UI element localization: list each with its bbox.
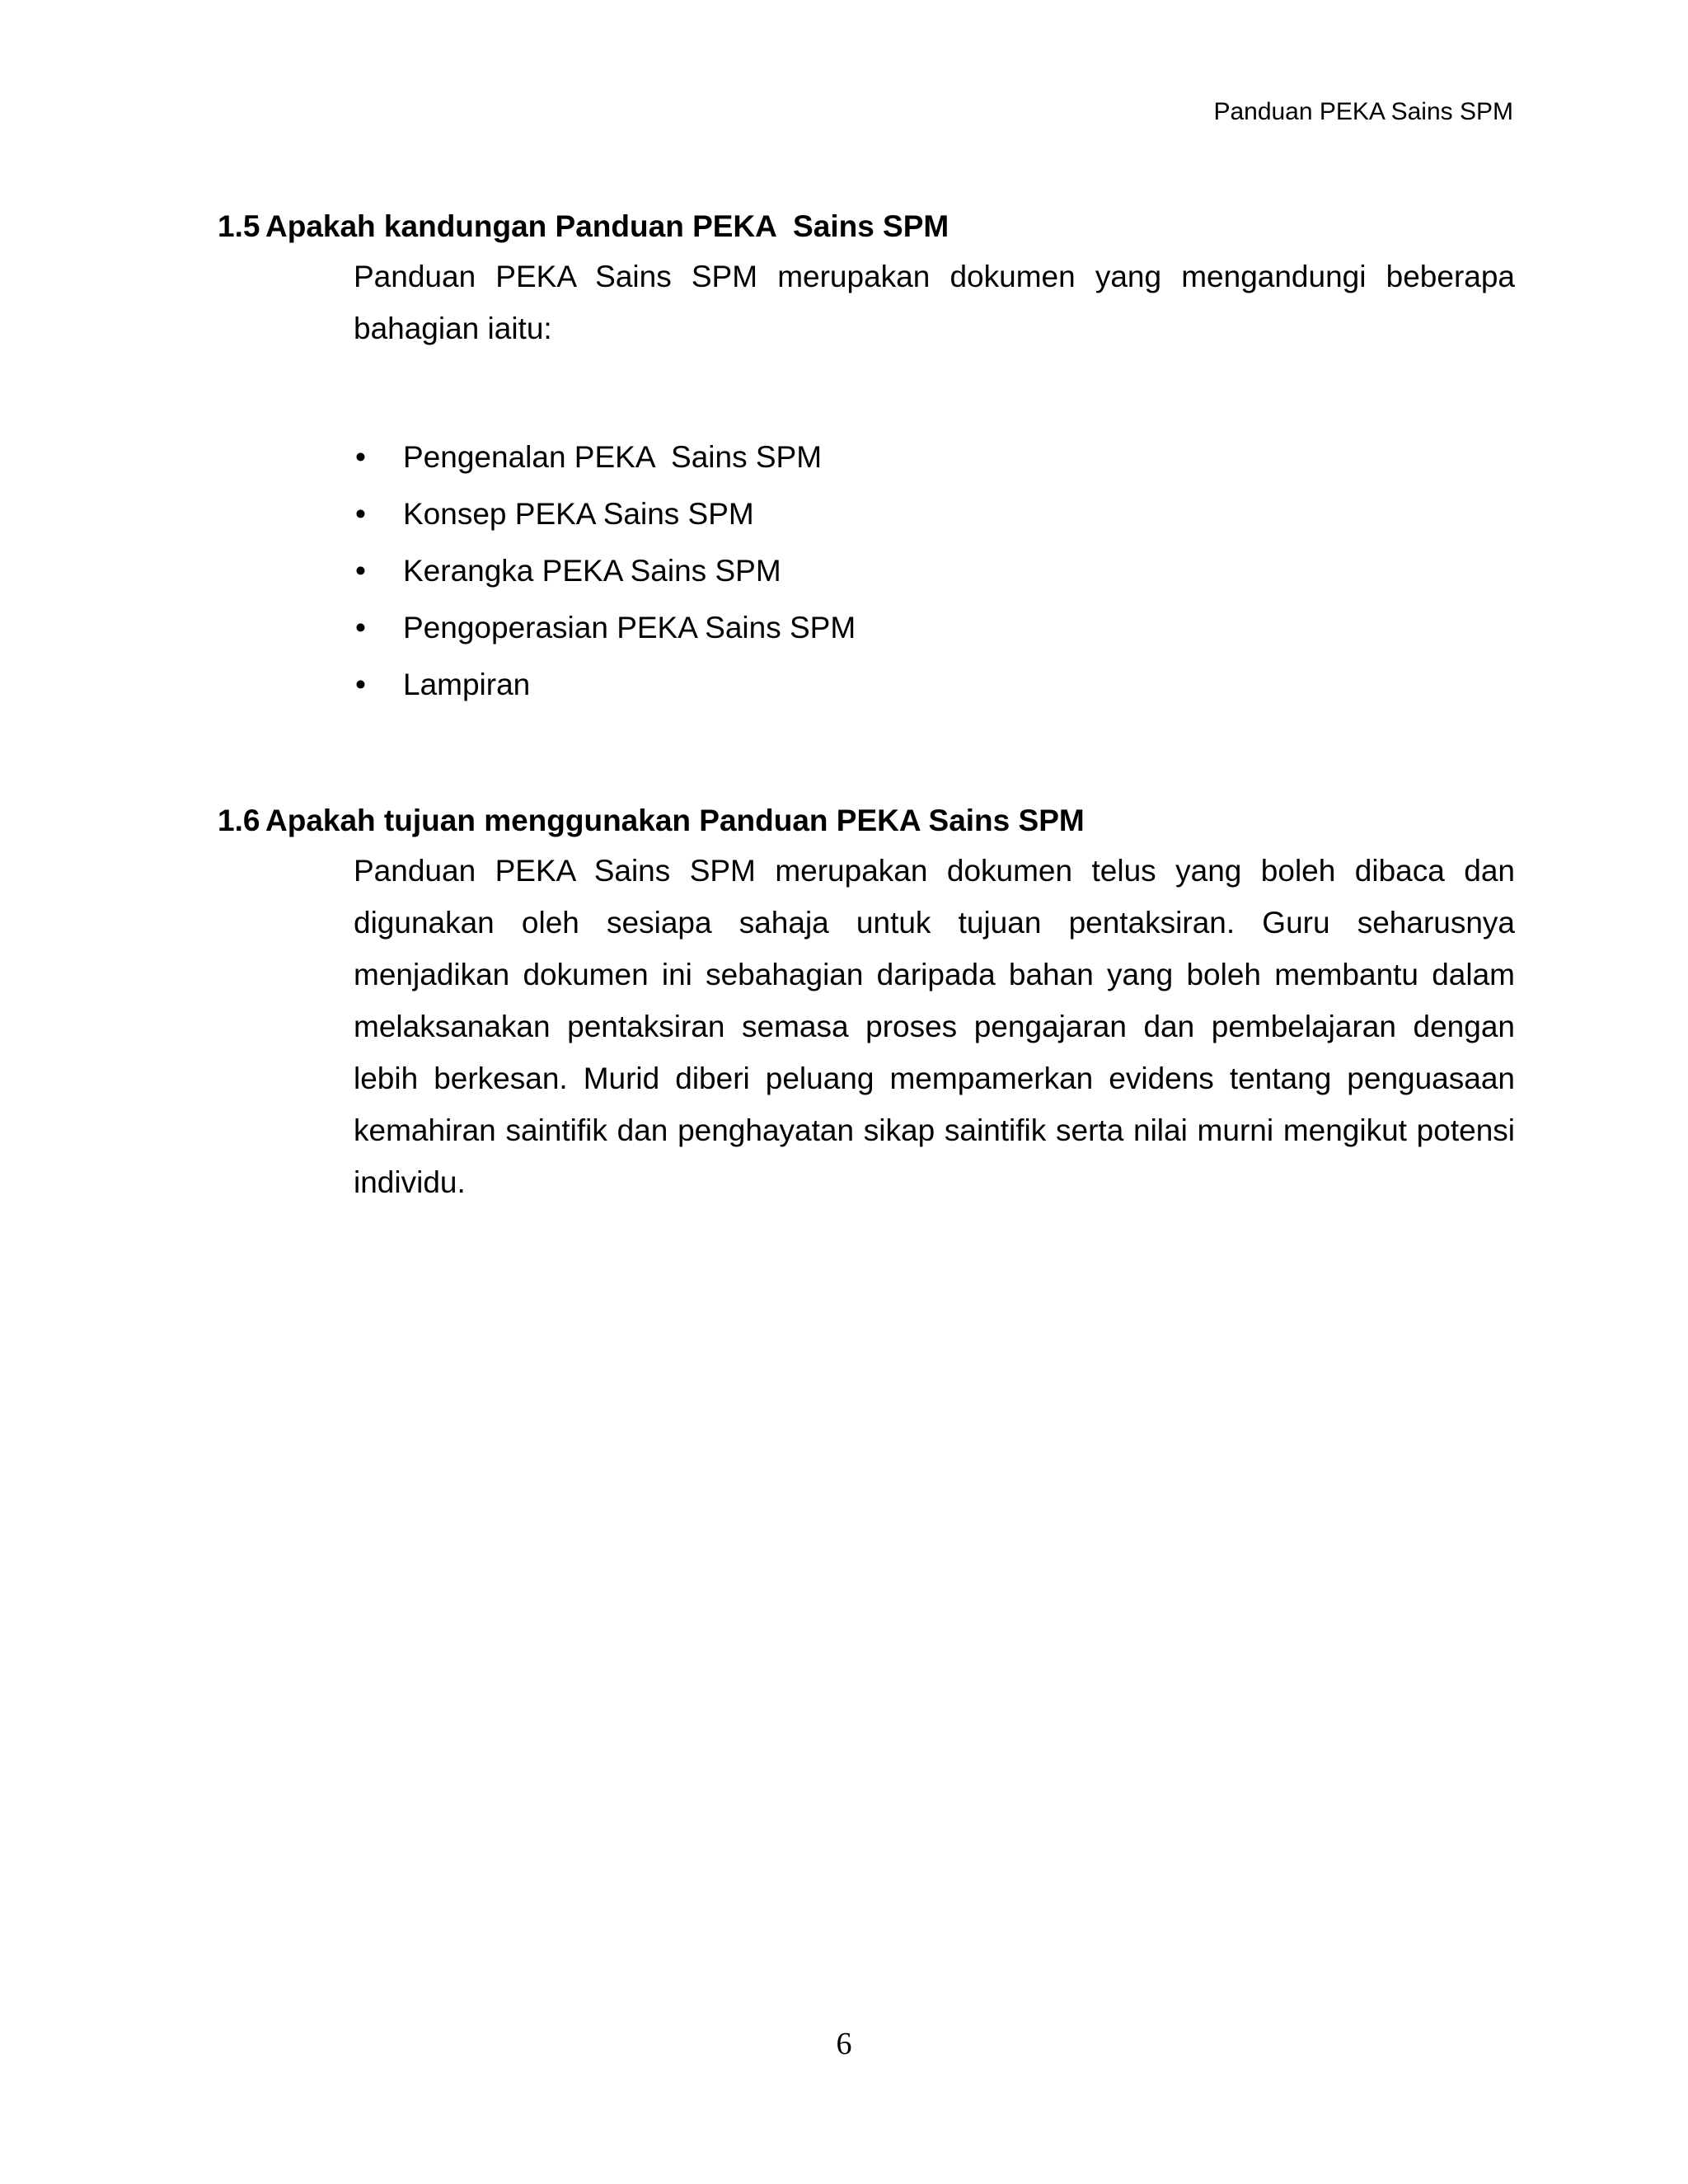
- purpose-paragraph: Panduan PEKA Sains SPM merupakan dokumen telus yang boleh dibaca dan digunakan oleh sesiapa sahaja untuk tujuan pentaksiran. Guru seharusnya menjadikan dokumen ini sebahagian daripada bahan yang boleh membantu dalam melaksanakan pentaksiran semasa proses pengajaran dan pembelajaran dengan lebih berkesan. Murid diberi peluang mempamerkan evidens tentang penguasaan kemahiran saintifik dan penghayatan sikap saintifik serta nilai murni mengikut potensi individu.: [354, 854, 1515, 1199]
- section-number: 1.5: [218, 209, 260, 243]
- bullet-icon: •: [355, 668, 366, 701]
- bullet-icon: •: [355, 554, 366, 588]
- bullet-icon: •: [355, 440, 366, 474]
- bullet-icon: •: [355, 611, 366, 644]
- list-item: [354, 656, 1515, 713]
- section-title: Apakah tujuan menggunakan Panduan PEKA Sains SPM: [265, 804, 1085, 837]
- running-header: Panduan PEKA Sains SPM: [1213, 98, 1513, 125]
- list-item-label: Pengoperasian PEKA Sains SPM: [403, 611, 856, 644]
- section-title: Apakah kandungan Panduan PEKA Sains SPM: [265, 209, 950, 243]
- list-item: [354, 429, 1515, 485]
- intro-paragraph: Panduan PEKA Sains SPM merupakan dokumen yang mengandungi beberapa bahagian iaitu:: [354, 260, 1515, 345]
- list-item-label: Lampiran: [403, 668, 531, 701]
- list-item: [354, 599, 1515, 656]
- page-number: 6: [836, 2027, 852, 2061]
- section-1-5: [218, 208, 1515, 713]
- contents-list: [354, 429, 1515, 713]
- list-item-label: Pengenalan PEKA Sains SPM: [403, 440, 823, 474]
- bullet-icon: •: [355, 497, 366, 531]
- list-item-label: Kerangka PEKA Sains SPM: [403, 554, 781, 588]
- list-item: [354, 485, 1515, 542]
- section-heading: [218, 802, 1515, 840]
- list-item-label: Konsep PEKA Sains SPM: [403, 497, 754, 531]
- section-heading: [218, 208, 1515, 246]
- list-item: [354, 542, 1515, 599]
- section-1-6: [218, 802, 1515, 1208]
- section-number: 1.6: [218, 804, 260, 837]
